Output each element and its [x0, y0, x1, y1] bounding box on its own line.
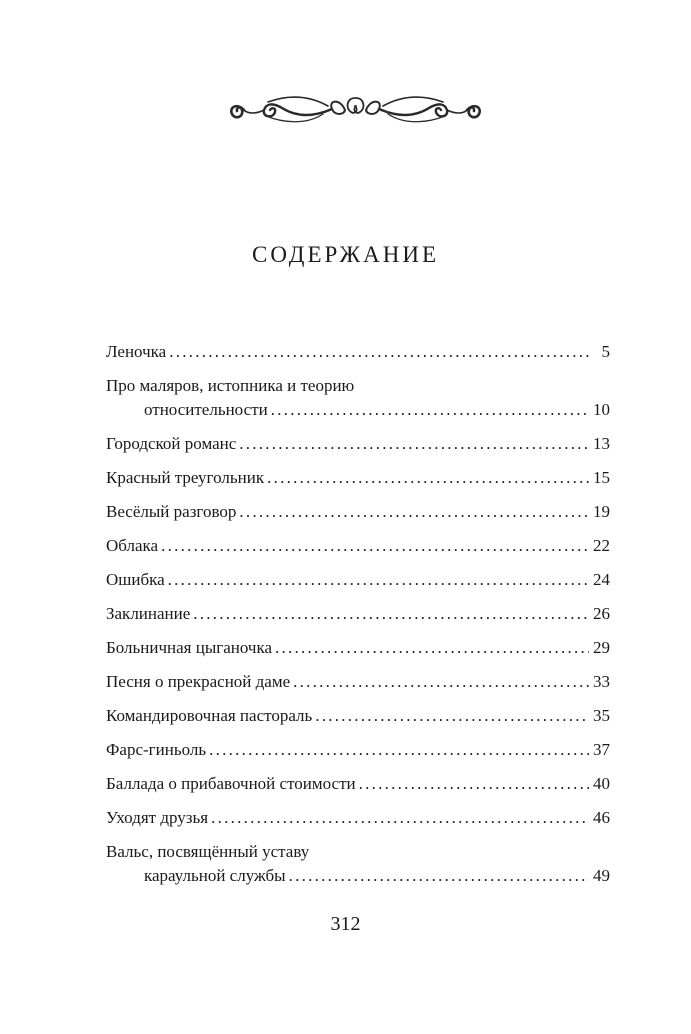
toc-entry[interactable]: [106, 670, 610, 694]
toc-entry-line: [106, 636, 610, 660]
toc-page-number: 26: [593, 604, 610, 623]
toc-page-number: 40: [593, 774, 610, 793]
toc-entry[interactable]: [106, 500, 610, 524]
toc-leader-dots: [193, 602, 589, 626]
toc-entry-title: Фарс-гиньоль: [106, 740, 207, 759]
toc-leader-dots: [315, 704, 589, 728]
toc-entry[interactable]: [106, 432, 610, 456]
toc-leader-dots: [267, 466, 589, 490]
toc-entry-title: Вальс, посвящённый уставу: [106, 842, 310, 861]
toc-leader-dots: [271, 398, 589, 422]
toc-page-number: 37: [593, 740, 610, 759]
toc-leader-dots: [289, 864, 589, 888]
toc-page-number: 19: [593, 502, 610, 521]
toc-entry-line: [106, 772, 610, 796]
toc-entry-line: [106, 864, 610, 888]
toc-entry-title: Командировочная пастораль: [106, 706, 313, 725]
toc-entry[interactable]: [106, 534, 610, 558]
toc-entry-line: [106, 840, 610, 864]
toc-entry[interactable]: [106, 840, 610, 888]
toc-entry-title: Уходят друзья: [106, 808, 209, 827]
toc-entry[interactable]: [106, 568, 610, 592]
toc-entry-title: Про маляров, истопника и теорию: [106, 376, 355, 395]
toc-entry-line: [106, 432, 610, 456]
page-title: СОДЕРЖАНИЕ: [251, 242, 439, 267]
toc-page-number: 10: [593, 400, 610, 419]
toc-entry-line: [106, 374, 610, 398]
toc-page-number: 29: [593, 638, 610, 657]
toc-entry-title: Ошибка: [106, 570, 165, 589]
toc-entry-title: Леночка: [106, 342, 167, 361]
toc-entry[interactable]: [106, 636, 610, 660]
toc-page-number: 5: [601, 342, 610, 361]
toc-entry-line: [106, 704, 610, 728]
page-number: 312: [330, 913, 361, 935]
toc-entry-title: Заклинание: [106, 604, 191, 623]
toc-entry[interactable]: [106, 466, 610, 490]
toc-entry-title: Облака: [106, 536, 159, 555]
toc-entry-title: относительности: [144, 400, 268, 419]
toc-entry-line: [106, 466, 610, 490]
toc-leader-dots: [209, 738, 589, 762]
toc-leader-dots: [169, 340, 589, 364]
toc-entry[interactable]: [106, 772, 610, 796]
toc-entry-line: [106, 340, 610, 364]
toc-page-number: 24: [593, 570, 610, 589]
decorative-flourish-icon: [228, 90, 483, 130]
toc-entry[interactable]: [106, 374, 610, 422]
toc-leader-dots: [293, 670, 589, 694]
toc-entry-line: [106, 568, 610, 592]
toc-entry[interactable]: [106, 738, 610, 762]
toc-leader-dots: [168, 568, 589, 592]
toc-leader-dots: [161, 534, 589, 558]
toc-page-number: 46: [593, 808, 610, 827]
toc-entry-title: Красный треугольник: [106, 468, 265, 487]
toc-entry-title: Городской романс: [106, 434, 237, 453]
toc-entry-line: [106, 602, 610, 626]
toc-entry-line: [106, 500, 610, 524]
toc-leader-dots: [211, 806, 589, 830]
toc-entry[interactable]: [106, 602, 610, 626]
toc-page-number: 35: [593, 706, 610, 725]
toc-entry-title: Баллада о прибавочной стоимости: [106, 774, 356, 793]
toc-page-number: 22: [593, 536, 610, 555]
toc-entry-title: караульной службы: [144, 866, 286, 885]
toc-entry[interactable]: [106, 806, 610, 830]
toc-leader-dots: [239, 500, 589, 524]
toc-entry-line: [106, 534, 610, 558]
toc-page-number: 49: [593, 866, 610, 885]
toc-entry-line: [106, 398, 610, 422]
toc-leader-dots: [239, 432, 589, 456]
toc-leader-dots: [275, 636, 589, 660]
toc-entry-line: [106, 738, 610, 762]
toc-entry-title: Песня о прекрасной даме: [106, 672, 291, 691]
toc-entry[interactable]: [106, 340, 610, 364]
toc-page-number: 33: [593, 672, 610, 691]
toc-entry[interactable]: [106, 704, 610, 728]
toc-entry-title: Весёлый разговор: [106, 502, 237, 521]
toc-page-number: 15: [593, 468, 610, 487]
toc-entry-line: [106, 806, 610, 830]
toc-leader-dots: [359, 772, 589, 796]
toc-entry-title: Больничная цыганочка: [106, 638, 273, 657]
toc-page-number: 13: [593, 434, 610, 453]
toc-entry-line: [106, 670, 610, 694]
table-of-contents: [106, 340, 610, 898]
